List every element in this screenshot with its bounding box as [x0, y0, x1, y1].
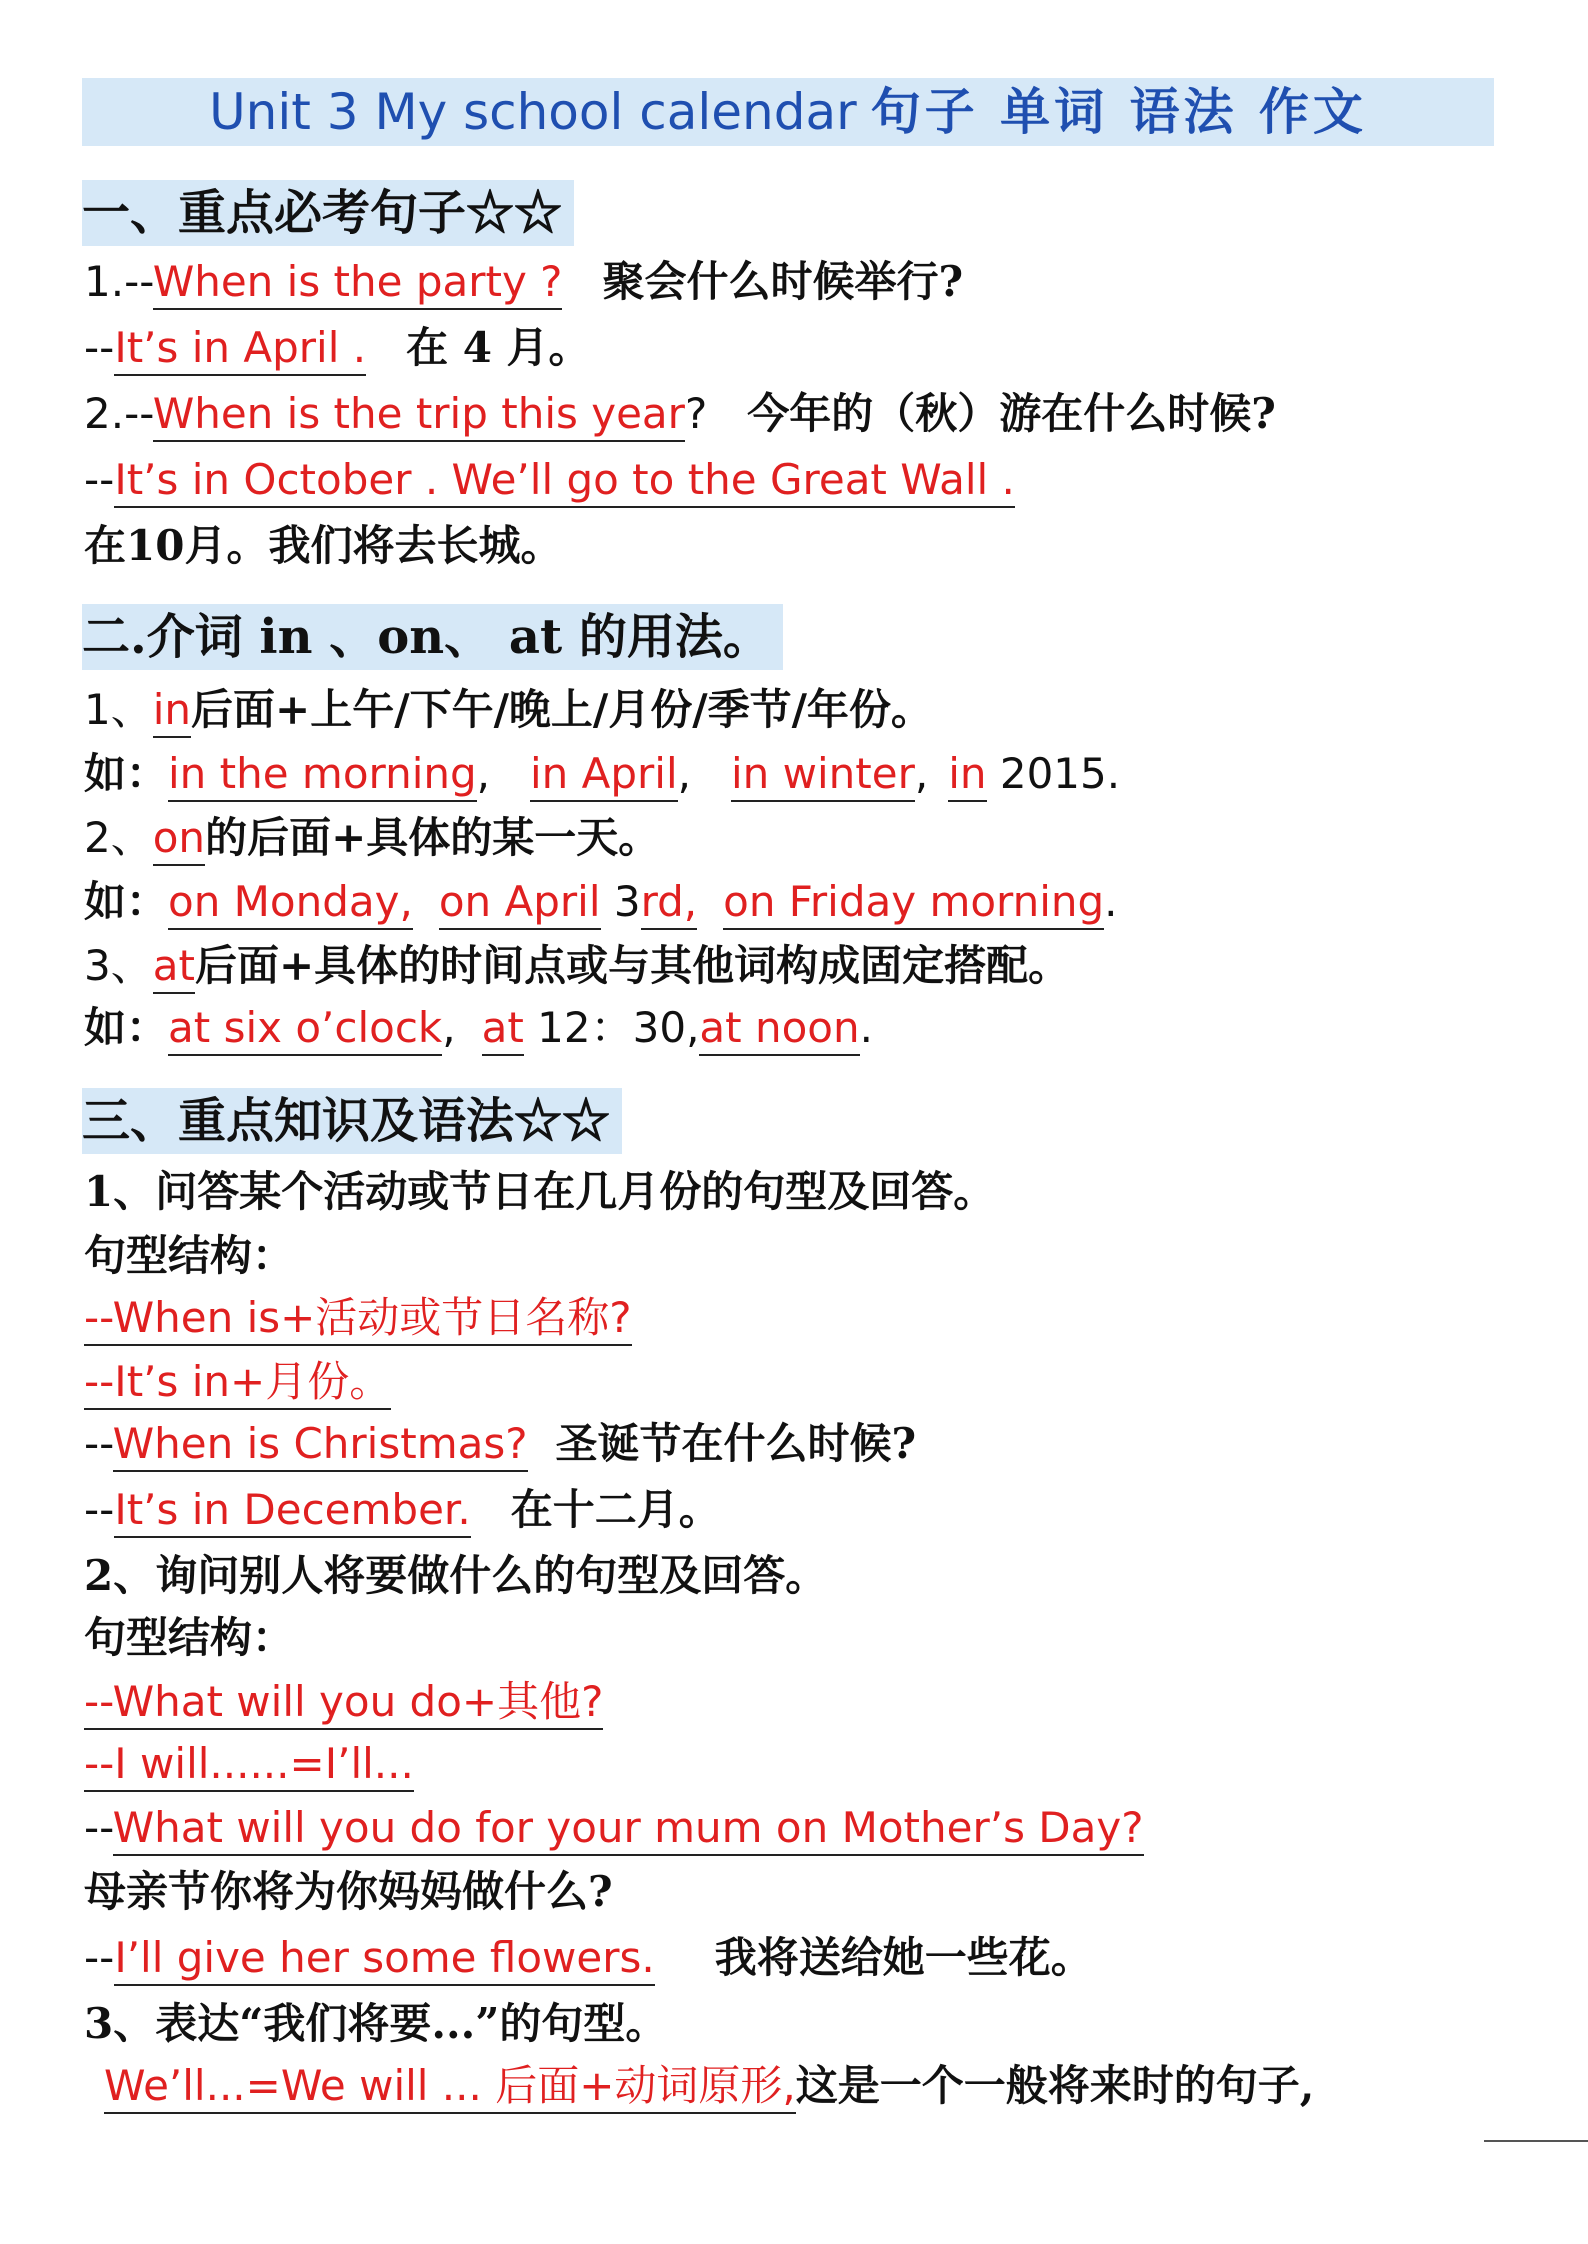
s3-point-1: 1、问答某个活动或节日在几月份的句型及回答。 [84, 1167, 996, 1216]
example-tail: 2015. [986, 749, 1121, 798]
question-cn: 今年的（秋）游在什么时候? [747, 389, 1276, 438]
formula-text: --I will......=I’ll... [84, 1739, 414, 1792]
s2-example-1 [84, 746, 1120, 802]
example-b: on April [439, 877, 601, 930]
example-label: 如： [84, 877, 169, 926]
bottom-rule [1484, 2140, 1588, 2142]
s2-example-3 [84, 1000, 873, 1056]
s3-formula-4 [84, 1736, 414, 1792]
s3-formula-1 [84, 1290, 632, 1346]
example-d: on Friday morning [723, 877, 1104, 930]
s3-example-4 [84, 1930, 1093, 1986]
s3-formula-3 [84, 1674, 603, 1730]
page-title [82, 78, 1494, 146]
rule-text: 后面+上午/下午/晚上/月份/季节/年份。 [191, 685, 933, 734]
rule-text: 的后面+具体的某一天。 [205, 813, 661, 862]
example-c: in winter [731, 749, 915, 802]
pattern-red: We’ll...=We will ... 后面+动词原形, [104, 2061, 796, 2114]
example-mid: 3 [600, 877, 641, 926]
formula-text: --When is+活动或节日名称? [84, 1293, 632, 1346]
s3-point-3: 3、表达“我们将要...”的句型。 [84, 1999, 668, 2048]
answer-en: I’ll give her some flowers. [114, 1933, 654, 1986]
rule-word: in [153, 685, 191, 738]
prefix: 1.-- [84, 257, 153, 306]
example-label: 如： [84, 749, 169, 798]
s2-example-2 [84, 874, 1118, 930]
example-tail: . [859, 1003, 873, 1052]
example-label: 如： [84, 1003, 169, 1052]
rule-number: 3、 [84, 941, 153, 990]
s3-formula-2 [84, 1354, 391, 1410]
s1-line-5: 在10月。我们将去长城。 [84, 521, 563, 570]
question-cn: 聚会什么时候举行? [602, 257, 964, 306]
comma: , [677, 749, 691, 798]
pattern-tail: 这是一个一般将来时的句子, [795, 2061, 1315, 2110]
answer-cn: 我将送给她一些花。 [714, 1933, 1093, 1982]
example-a: at six o’clock [168, 1003, 442, 1056]
s2-rule-1 [84, 682, 933, 738]
title-cn: 句子 单词 语法 作文 [870, 82, 1367, 141]
prefix: -- [84, 323, 115, 372]
s3-structure-label-2: 句型结构： [84, 1613, 295, 1662]
example-c: at noon [699, 1003, 859, 1056]
s1-line-4 [84, 452, 1015, 508]
question-en: When is the party ? [153, 257, 563, 310]
rule-number: 1、 [84, 685, 153, 734]
answer-en: It’s in October . We’ll go to the Great Wall . [114, 455, 1015, 508]
section-3-heading: 三、重点知识及语法☆☆ [82, 1088, 622, 1154]
example-b: at [482, 1003, 524, 1056]
s3-point-2: 2、询问别人将要做什么的句型及回答。 [84, 1551, 828, 1600]
rule-word: at [153, 941, 195, 994]
s3-example-2 [84, 1482, 721, 1538]
comma: , [476, 749, 490, 798]
s3-example-5 [104, 2058, 1314, 2114]
prefix: -- [84, 1485, 115, 1534]
prefix: -- [84, 1803, 113, 1852]
answer-en: It’s in December. [114, 1485, 470, 1538]
s3-structure-label-1: 句型结构： [84, 1231, 295, 1280]
example-mid: 12：30, [523, 1003, 700, 1052]
example-b: in April [530, 749, 678, 802]
comma: , [442, 1003, 456, 1052]
example-c: rd, [641, 877, 698, 930]
answer-cn: 在 4 月。 [406, 323, 591, 372]
s3-example-3 [84, 1800, 1144, 1856]
example-tail: . [1104, 877, 1118, 926]
question-cn: 圣诞节在什么时候? [555, 1419, 917, 1468]
rule-text: 后面+具体的时间点或与其他词构成固定搭配。 [194, 941, 1071, 990]
s2-rule-3 [84, 938, 1070, 994]
s1-line-3 [84, 386, 1276, 442]
s2-rule-2 [84, 810, 660, 866]
formula-text: --What will you do+其他? [84, 1677, 603, 1730]
s3-example-1 [84, 1416, 916, 1472]
section-2-heading: 二.介词 in 、on、 at 的用法。 [82, 604, 783, 670]
example-a: on Monday, [168, 877, 413, 930]
question-en: When is the trip this year [153, 389, 685, 442]
s1-line-2 [84, 320, 591, 376]
comma: , [914, 749, 929, 798]
prefix: -- [84, 455, 115, 504]
question-en: When is Christmas? [113, 1419, 528, 1472]
rule-number: 2、 [84, 813, 153, 862]
section-1-heading: 一、重点必考句子☆☆ [82, 180, 574, 246]
example-a: in the morning [168, 749, 477, 802]
question-en: What will you do for your mum on Mother’s Day? [113, 1803, 1144, 1856]
prefix: -- [84, 1933, 115, 1982]
rule-word: on [153, 813, 205, 866]
question-mark: ? [684, 389, 708, 438]
title-en: Unit 3 My school calendar [209, 83, 857, 141]
answer-cn: 在十二月。 [510, 1485, 721, 1534]
prefix: 2.-- [84, 389, 153, 438]
prefix: -- [84, 1419, 113, 1468]
formula-text: --It’s in+月份。 [84, 1357, 391, 1410]
s1-line-1 [84, 254, 963, 310]
example-d: in [948, 749, 986, 802]
s3-example-3-cn: 母亲节你将为你妈妈做什么? [84, 1867, 613, 1916]
answer-en: It’s in April . [114, 323, 366, 376]
